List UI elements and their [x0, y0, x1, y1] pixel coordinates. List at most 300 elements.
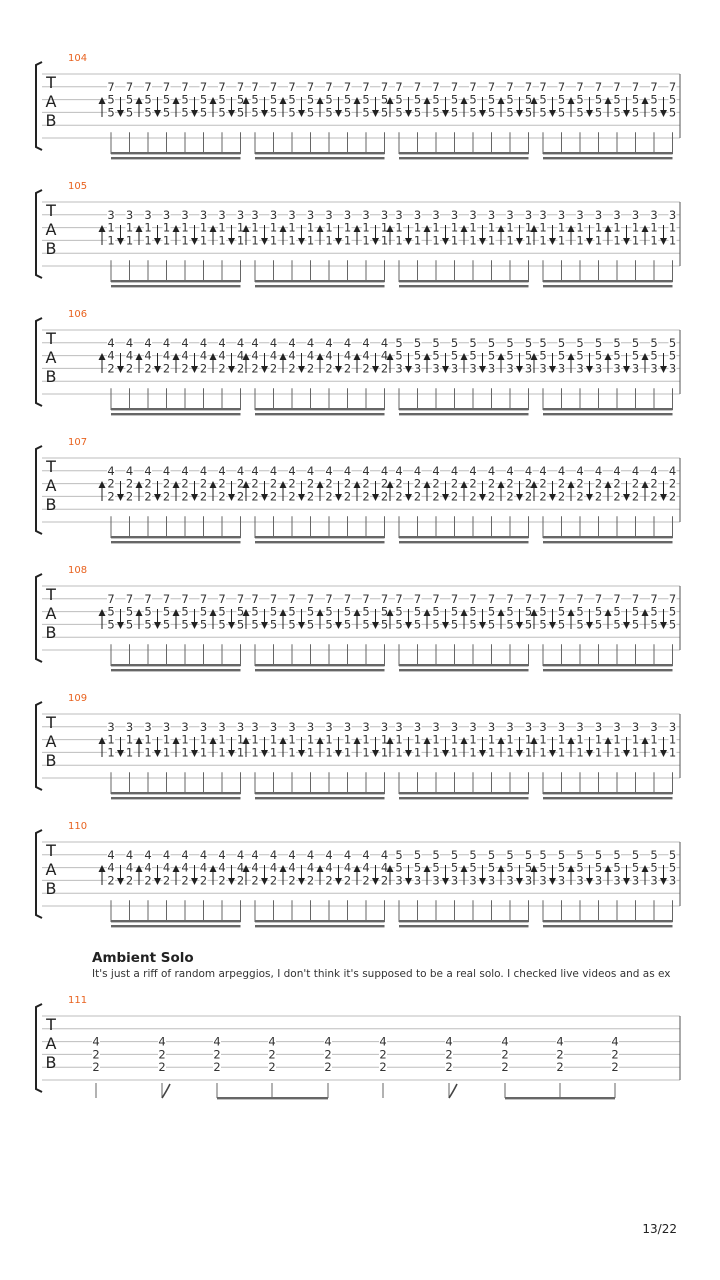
fret-number: 1 [650, 732, 658, 747]
tab-clef-letter: B [45, 495, 57, 514]
fret-number: 5 [236, 105, 245, 120]
fret-number: 5 [650, 348, 658, 363]
tab-chord [200, 592, 208, 632]
fret-number: 5 [380, 617, 389, 632]
fret-number: 5 [251, 105, 259, 120]
fret-number: 5 [432, 105, 440, 120]
fret-number: 5 [576, 335, 584, 350]
fret-number: 5 [162, 604, 171, 619]
fret-number: 7 [413, 79, 422, 94]
fret-number: 7 [395, 591, 403, 606]
beam [399, 669, 529, 671]
fret-number: 4 [395, 463, 403, 478]
tab-clef-letter: T [46, 201, 56, 220]
fret-number: 4 [631, 463, 640, 478]
tab-chord [669, 720, 677, 760]
fret-number: 2 [306, 476, 315, 491]
tab-chord [270, 592, 278, 632]
tab-clef-letter: A [45, 604, 57, 623]
fret-number: 5 [199, 92, 208, 107]
fret-number: 1 [413, 745, 422, 760]
fret-number: 2 [288, 873, 296, 888]
tab-clef-letter: B [45, 1053, 57, 1072]
downstroke-arrow [442, 366, 449, 373]
tab-chord [344, 208, 352, 248]
beam [111, 285, 241, 287]
downstroke-arrow [586, 622, 593, 629]
fret-number: 5 [181, 617, 189, 632]
fret-number: 4 [362, 335, 370, 350]
upstroke-arrow [210, 481, 217, 488]
fret-number: 3 [450, 873, 459, 888]
fret-number: 7 [506, 591, 514, 606]
upstroke-arrow [99, 353, 106, 360]
tab-chord [251, 336, 259, 376]
beam [255, 413, 385, 415]
tab-system [36, 309, 680, 415]
tab-chord [395, 336, 403, 376]
fret-number: 3 [631, 207, 640, 222]
fret-number: 1 [668, 233, 677, 248]
fret-number: 4 [613, 463, 621, 478]
downstroke-arrow [516, 238, 523, 245]
fret-number: 7 [631, 591, 640, 606]
fret-number: 1 [469, 745, 477, 760]
fret-number: 5 [199, 105, 208, 120]
fret-number: 3 [343, 207, 352, 222]
upstroke-arrow [136, 97, 143, 104]
beam [111, 797, 241, 799]
tab-clef-letter: B [45, 623, 57, 642]
tab-chord [576, 208, 584, 248]
downstroke-arrow [191, 878, 198, 885]
downstroke-arrow [479, 878, 486, 885]
fret-number: 7 [557, 79, 566, 94]
fret-number: 2 [158, 1047, 166, 1062]
fret-number: 4 [325, 860, 333, 875]
tab-chord [451, 80, 459, 120]
fret-number: 7 [125, 591, 134, 606]
fret-number: 5 [487, 92, 496, 107]
fret-number: 7 [343, 591, 352, 606]
fret-number: 7 [432, 591, 440, 606]
fret-number: 1 [362, 745, 370, 760]
downstroke-arrow [228, 366, 235, 373]
tab-chord [307, 720, 315, 760]
fret-number: 3 [487, 361, 496, 376]
upstroke-arrow [317, 225, 324, 232]
fret-number: 4 [343, 847, 352, 862]
fret-number: 4 [469, 463, 477, 478]
fret-number: 2 [380, 476, 389, 491]
fret-number: 1 [199, 745, 208, 760]
fret-number: 3 [450, 719, 459, 734]
downstroke-arrow [549, 238, 556, 245]
fret-number: 5 [594, 617, 603, 632]
upstroke-arrow [461, 225, 468, 232]
upstroke-arrow [498, 865, 505, 872]
tab-measure [243, 208, 389, 288]
tab-measure [531, 80, 677, 160]
fret-number: 4 [445, 1034, 453, 1049]
tab-clef-letter: T [46, 1015, 56, 1034]
downstroke-arrow [586, 750, 593, 757]
tab-chord [218, 336, 226, 376]
downstroke-arrow [372, 750, 379, 757]
fret-number: 2 [594, 476, 603, 491]
tab-chord [576, 848, 584, 888]
fret-number: 2 [92, 1060, 100, 1075]
downstroke-arrow [191, 238, 198, 245]
fret-number: 4 [107, 348, 115, 363]
fret-number: 1 [306, 732, 315, 747]
fret-number: 3 [506, 873, 514, 888]
fret-number: 3 [413, 207, 422, 222]
fret-number: 3 [288, 719, 296, 734]
fret-number: 7 [380, 79, 389, 94]
tab-chord [270, 80, 278, 120]
tab-chord [144, 592, 152, 632]
fret-number: 4 [362, 860, 370, 875]
fret-number: 1 [251, 745, 259, 760]
fret-number: 1 [557, 745, 566, 760]
fret-number: 5 [125, 105, 134, 120]
fret-number: 4 [144, 847, 152, 862]
fret-number: 5 [539, 860, 547, 875]
downstroke-arrow [117, 750, 124, 757]
fret-number: 2 [125, 873, 134, 888]
fret-number: 4 [487, 463, 496, 478]
upstroke-arrow [605, 97, 612, 104]
upstroke-arrow [424, 481, 431, 488]
fret-number: 4 [380, 463, 389, 478]
fret-number: 1 [450, 220, 459, 235]
fret-number: 5 [668, 617, 677, 632]
fret-number: 1 [450, 732, 459, 747]
tab-chord [506, 592, 514, 632]
downstroke-arrow [516, 110, 523, 117]
beam [399, 797, 529, 799]
downstroke-arrow [298, 238, 305, 245]
fret-number: 1 [469, 732, 477, 747]
fret-number: 4 [125, 348, 134, 363]
tab-chord [469, 336, 477, 376]
upstroke-arrow [461, 481, 468, 488]
fret-number: 4 [218, 847, 226, 862]
fret-number: 5 [631, 604, 640, 619]
tab-chord [556, 1035, 564, 1075]
downstroke-arrow [479, 622, 486, 629]
upstroke-arrow [424, 609, 431, 616]
fret-number: 5 [631, 105, 640, 120]
fret-number: 3 [181, 719, 189, 734]
fret-number: 2 [199, 873, 208, 888]
fret-number: 1 [668, 732, 677, 747]
fret-number: 5 [125, 604, 134, 619]
upstroke-arrow [605, 353, 612, 360]
tab-measure [387, 208, 533, 288]
fret-number: 7 [181, 79, 189, 94]
fret-number: 1 [539, 745, 547, 760]
tab-chord [558, 848, 566, 888]
fret-number: 7 [343, 79, 352, 94]
tab-chord [107, 80, 115, 120]
fret-number: 4 [199, 860, 208, 875]
fret-number: 7 [269, 591, 278, 606]
fret-number: 5 [395, 604, 403, 619]
tab-chord [488, 336, 496, 376]
beam [399, 152, 529, 154]
fret-number: 3 [469, 873, 477, 888]
tab-clef-letter: B [45, 239, 57, 258]
tab-system [36, 693, 680, 799]
fret-number: 1 [269, 745, 278, 760]
tab-chord [181, 592, 189, 632]
tab-chord [237, 208, 245, 248]
upstroke-arrow [210, 97, 217, 104]
downstroke-arrow [298, 366, 305, 373]
fret-number: 2 [506, 476, 514, 491]
tab-chord [595, 80, 603, 120]
downstroke-arrow [154, 238, 161, 245]
fret-number: 7 [613, 79, 621, 94]
fret-number: 2 [306, 361, 315, 376]
fret-number: 7 [487, 79, 496, 94]
tab-chord [200, 336, 208, 376]
tab-chord [200, 720, 208, 760]
fret-number: 1 [524, 233, 533, 248]
tab-chord [669, 464, 677, 504]
fret-number: 5 [162, 92, 171, 107]
fret-number: 2 [158, 1060, 166, 1075]
upstroke-arrow [280, 353, 287, 360]
fret-number: 5 [539, 847, 547, 862]
fret-number: 5 [125, 92, 134, 107]
fret-number: 4 [506, 463, 514, 478]
fret-number: 5 [576, 105, 584, 120]
downstroke-arrow [228, 878, 235, 885]
upstroke-arrow [424, 737, 431, 744]
fret-number: 2 [162, 489, 171, 504]
fret-number: 5 [524, 335, 533, 350]
section-title: Ambient Solo [92, 950, 194, 966]
fret-number: 1 [506, 220, 514, 235]
fret-number: 4 [362, 847, 370, 862]
downstroke-arrow [479, 750, 486, 757]
fret-number: 7 [668, 591, 677, 606]
fret-number: 5 [343, 604, 352, 619]
fret-number: 5 [395, 335, 403, 350]
beam [543, 664, 673, 666]
fret-number: 5 [325, 604, 333, 619]
fret-number: 2 [324, 1060, 332, 1075]
fret-number: 3 [539, 361, 547, 376]
fret-number: 7 [107, 591, 115, 606]
fret-number: 1 [162, 732, 171, 747]
beam [255, 408, 385, 410]
section-note: It's just a riff of random arpeggios, I don't think it's supposed to be a real solo. I checked live videos and as ex [92, 968, 671, 980]
fret-number: 2 [218, 361, 226, 376]
fret-number: 7 [469, 591, 477, 606]
fret-number: 3 [362, 207, 370, 222]
fret-number: 5 [594, 105, 603, 120]
tab-chord [395, 464, 403, 504]
downstroke-arrow [516, 878, 523, 885]
fret-number: 1 [539, 233, 547, 248]
beam [111, 536, 241, 538]
fret-number: 2 [594, 489, 603, 504]
fret-number: 7 [236, 79, 245, 94]
fret-number: 3 [395, 361, 403, 376]
fret-number: 3 [487, 873, 496, 888]
fret-number: 1 [524, 732, 533, 747]
tab-chord [488, 208, 496, 248]
fret-number: 3 [506, 361, 514, 376]
fret-number: 5 [576, 860, 584, 875]
fret-number: 4 [251, 463, 259, 478]
upstroke-arrow [173, 97, 180, 104]
tab-chord [163, 720, 171, 760]
fret-number: 5 [395, 348, 403, 363]
fret-number: 4 [218, 335, 226, 350]
fret-number: 7 [144, 79, 152, 94]
fret-number: 5 [413, 860, 422, 875]
fret-number: 1 [557, 220, 566, 235]
fret-number: 3 [631, 719, 640, 734]
tab-chord [469, 592, 477, 632]
fret-number: 5 [413, 105, 422, 120]
fret-number: 4 [594, 463, 603, 478]
fret-number: 5 [631, 847, 640, 862]
upstroke-arrow [461, 737, 468, 744]
fret-number: 5 [144, 105, 152, 120]
tab-chord [218, 80, 226, 120]
fret-number: 4 [288, 860, 296, 875]
fret-number: 1 [288, 745, 296, 760]
fret-number: 7 [306, 591, 315, 606]
fret-number: 2 [343, 361, 352, 376]
tab-chord [451, 464, 459, 504]
ambient-solo-section [92, 950, 720, 981]
fret-number: 4 [343, 348, 352, 363]
fret-number: 5 [325, 617, 333, 632]
downstroke-arrow [660, 750, 667, 757]
tab-chord [632, 592, 640, 632]
fret-number: 1 [181, 732, 189, 747]
tab-chord [344, 720, 352, 760]
fret-number: 5 [557, 860, 566, 875]
fret-number: 5 [506, 348, 514, 363]
fret-number: 5 [668, 92, 677, 107]
upstroke-arrow [424, 865, 431, 872]
fret-number: 3 [539, 207, 547, 222]
fret-number: 5 [506, 105, 514, 120]
fret-number: 2 [650, 476, 658, 491]
downstroke-arrow [117, 366, 124, 373]
fret-number: 1 [343, 233, 352, 248]
fret-number: 1 [594, 220, 603, 235]
fret-number: 1 [325, 233, 333, 248]
beam [255, 280, 385, 282]
fret-number: 3 [107, 207, 115, 222]
fret-number: 4 [236, 348, 245, 363]
fret-number: 1 [631, 233, 640, 248]
upstroke-arrow [498, 481, 505, 488]
upstroke-arrow [280, 865, 287, 872]
downstroke-arrow [372, 878, 379, 885]
tab-chord [163, 208, 171, 248]
tab-chord [539, 848, 547, 888]
fret-number: 3 [469, 207, 477, 222]
beam [255, 792, 385, 794]
fret-number: 2 [107, 361, 115, 376]
tab-measure [243, 464, 389, 544]
fret-number: 5 [469, 348, 477, 363]
fret-number: 5 [524, 847, 533, 862]
tab-clef-letter: T [46, 585, 56, 604]
fret-number: 4 [306, 860, 315, 875]
fret-number: 3 [650, 207, 658, 222]
fret-number: 5 [251, 92, 259, 107]
tab-chord [650, 592, 658, 632]
fret-number: 2 [288, 476, 296, 491]
fret-number: 4 [557, 463, 566, 478]
fret-number: 5 [506, 617, 514, 632]
tab-system [36, 437, 680, 543]
fret-number: 4 [268, 1034, 276, 1049]
fret-number: 1 [144, 745, 152, 760]
downstroke-arrow [623, 494, 630, 501]
fret-number: 7 [199, 79, 208, 94]
tab-chord [270, 848, 278, 888]
tab-system [36, 53, 680, 159]
fret-number: 5 [413, 92, 422, 107]
fret-number: 5 [539, 617, 547, 632]
beam [399, 541, 529, 543]
fret-number: 1 [650, 745, 658, 760]
downstroke-arrow [405, 622, 412, 629]
downstroke-arrow [586, 238, 593, 245]
upstroke-arrow [498, 225, 505, 232]
downstroke-arrow [298, 110, 305, 117]
fret-number: 4 [306, 348, 315, 363]
downstroke-arrow [516, 622, 523, 629]
fret-number: 4 [269, 860, 278, 875]
fret-number: 4 [343, 463, 352, 478]
fret-number: 5 [524, 617, 533, 632]
fret-number: 5 [506, 335, 514, 350]
fret-number: 3 [594, 207, 603, 222]
tab-chord [181, 336, 189, 376]
fret-number: 5 [380, 105, 389, 120]
fret-number: 5 [576, 92, 584, 107]
upstroke-arrow [568, 225, 575, 232]
fret-number: 3 [668, 719, 677, 734]
downstroke-arrow [405, 238, 412, 245]
fret-number: 1 [576, 745, 584, 760]
fret-number: 2 [181, 873, 189, 888]
fret-number: 2 [539, 476, 547, 491]
fret-number: 5 [487, 604, 496, 619]
fret-number: 2 [199, 361, 208, 376]
fret-number: 2 [556, 1047, 564, 1062]
tab-measure [99, 208, 245, 288]
fret-number: 7 [450, 591, 459, 606]
beam [111, 792, 241, 794]
tab-chord [158, 1035, 166, 1075]
fret-number: 1 [380, 745, 389, 760]
fret-number: 1 [218, 220, 226, 235]
